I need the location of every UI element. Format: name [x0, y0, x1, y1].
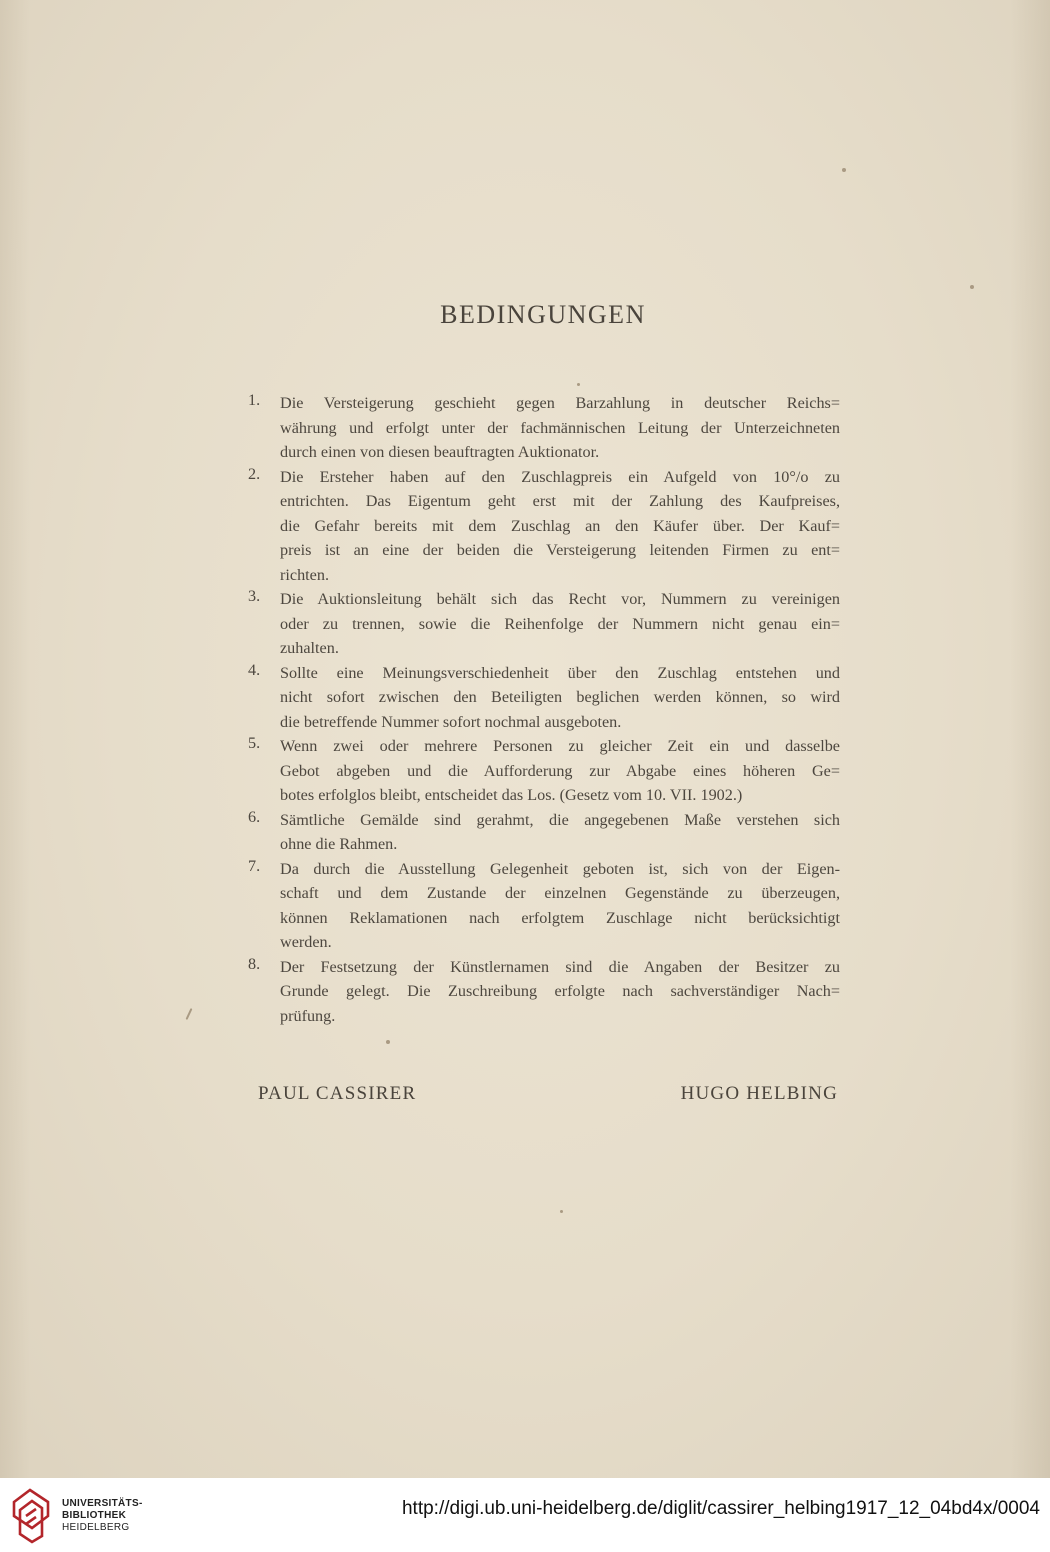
page-edge-shadow-right — [1010, 0, 1050, 1478]
condition-line: prüfung. — [280, 1006, 336, 1025]
conditions-list — [248, 391, 840, 1028]
condition-number: 5. — [248, 734, 261, 752]
paper-speck — [842, 168, 846, 172]
condition-number: 7. — [248, 856, 261, 875]
condition-item — [248, 661, 840, 735]
condition-line: schaft und dem Zustande der einzelnen Gegenstände zu überzeugen, — [280, 884, 840, 902]
condition-item — [248, 734, 840, 808]
condition-line: entrichten. Das Eigentum geht erst mit der Zahlung des Kaufpreises, — [280, 492, 840, 510]
condition-line: werden. — [280, 933, 332, 951]
condition-line: Die Auktionsleitung behält sich das Recht vor, Nummern zu vereinigen — [280, 590, 840, 608]
condition-line: Wenn zwei oder mehrere Personen zu gleicher Zeit ein und dasselbe — [280, 737, 840, 755]
condition-line: Grunde gelegt. Die Zuschreibung erfolgte nach sachverständiger Nach= — [280, 982, 840, 1000]
condition-number: 3. — [248, 587, 261, 605]
condition-line: preis ist an eine der beiden die Versteigerung leitenden Firmen zu ent= — [280, 541, 840, 559]
condition-line: botes erfolglos bleibt, entscheidet das Los. (Gesetz vom 10. VII. 1902.) — [280, 786, 743, 804]
library-name-line: HEIDELBERG — [62, 1522, 130, 1533]
footer-bar — [0, 1478, 1050, 1552]
condition-line: Die Versteigerung geschieht gegen Barzahlung in deutscher Reichs= — [280, 394, 840, 412]
condition-item — [248, 391, 840, 465]
paper-speck — [186, 1008, 193, 1020]
condition-line: währung und erfolgt unter der fachmännischen Leitung der Unterzeichneten — [280, 418, 840, 437]
paper-speck — [970, 285, 974, 289]
condition-line: Gebot abgeben und die Aufforderung zur Abgabe eines höheren Ge= — [280, 761, 840, 780]
paper-speck — [386, 1040, 390, 1044]
condition-line: zuhalten. — [280, 639, 339, 657]
condition-line: Der Festsetzung der Künstlernamen sind die Angaben der Besitzer zu — [280, 957, 840, 976]
condition-line: durch einen von diesen beauftragten Auktionator. — [280, 443, 600, 461]
page-edge-shadow-left — [0, 0, 30, 1478]
permalink-url[interactable]: http://digi.ub.uni-heidelberg.de/diglit/cassirer_helbing1917_12_04bd4x/0004 — [401, 1498, 1040, 1519]
page-title: BEDINGUNGEN — [440, 300, 646, 329]
library-name-line: UNIVERSITÄTS- — [62, 1498, 143, 1509]
condition-number: 4. — [248, 660, 261, 679]
condition-number: 6. — [248, 807, 261, 826]
condition-line: die Gefahr bereits mit dem Zuschlag an den Käufer über. Der Kauf= — [280, 516, 840, 535]
library-name-line: BIBLIOTHEK — [62, 1510, 127, 1521]
condition-item — [248, 857, 840, 955]
condition-line: Da durch die Ausstellung Gelegenheit geboten ist, sich von der Eigen- — [280, 859, 840, 878]
condition-line: nicht sofort zwischen den Beteiligten beglichen werden können, so wird — [280, 688, 840, 706]
condition-line: die betreffende Nummer sofort nochmal ausgeboten. — [280, 712, 622, 731]
condition-line: richten. — [280, 565, 329, 584]
paper-speck — [560, 1210, 563, 1213]
condition-number: 1. — [248, 391, 261, 409]
paper-speck — [577, 383, 580, 386]
signature-hugo-helbing: HUGO HELBING — [680, 1083, 838, 1104]
signatures — [258, 1083, 838, 1113]
condition-line: Sollte eine Meinungsverschiedenheit über den Zuschlag entstehen und — [280, 663, 840, 682]
condition-number: 8. — [248, 954, 261, 973]
library-logo-icon — [8, 1486, 54, 1544]
condition-item — [248, 465, 840, 588]
condition-line: oder zu trennen, sowie die Reihenfolge der Nummern nicht genau ein= — [280, 614, 840, 633]
condition-item — [248, 955, 840, 1029]
condition-line: können Reklamationen nach erfolgtem Zuschlage nicht berücksichtigt — [280, 908, 840, 927]
condition-item — [248, 587, 840, 661]
library-name — [62, 1498, 143, 1534]
condition-number: 2. — [248, 464, 261, 483]
signature-paul-cassirer: PAUL CASSIRER — [258, 1083, 417, 1104]
condition-line: Sämtliche Gemälde sind gerahmt, die angegebenen Maße verstehen sich — [280, 810, 840, 829]
condition-line: ohne die Rahmen. — [280, 835, 398, 853]
condition-line: Die Ersteher haben auf den Zuschlagpreis ein Aufgeld von 10°/o zu — [280, 467, 840, 486]
condition-item — [248, 808, 840, 857]
